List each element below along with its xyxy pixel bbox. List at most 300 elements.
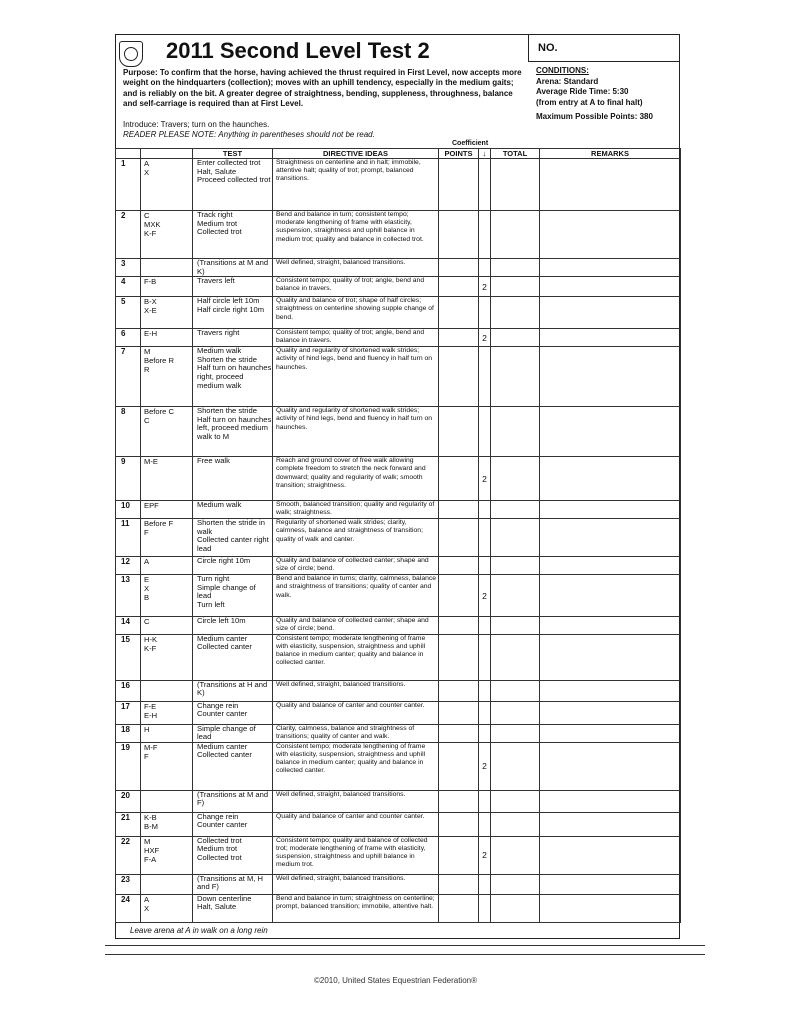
arena-condition: Arena: Standard	[536, 76, 599, 86]
movement-number: 5	[116, 297, 141, 329]
coefficient-label: Coefficient	[452, 140, 489, 147]
total-cell[interactable]	[491, 329, 540, 347]
movement-markers	[141, 812, 193, 836]
marker-letter: B-M	[144, 821, 158, 831]
points-cell[interactable]	[439, 297, 479, 329]
remarks-cell[interactable]	[540, 724, 681, 742]
movement-test	[193, 297, 273, 329]
coefficient-cell	[479, 297, 491, 329]
points-cell[interactable]	[439, 259, 479, 277]
introduce-text: Introduce: Travers; turn on the haunches.	[123, 120, 270, 129]
movement-markers	[141, 519, 193, 557]
marker-letter: HXF	[144, 845, 160, 855]
test-line: Enter collected trot	[197, 158, 261, 167]
test-line: Travers left	[197, 276, 235, 286]
movement-markers	[141, 742, 193, 790]
total-cell[interactable]	[491, 575, 540, 617]
coefficient-cell	[479, 519, 491, 557]
table-header-row	[116, 149, 681, 159]
table-row	[116, 724, 681, 742]
points-cell[interactable]	[439, 519, 479, 557]
total-cell[interactable]	[491, 617, 540, 634]
col-marker-header	[141, 149, 193, 159]
marker-letter: E-H	[144, 710, 158, 720]
movement-markers	[141, 790, 193, 812]
points-cell[interactable]	[439, 557, 479, 575]
total-cell[interactable]	[491, 557, 540, 575]
directive-ideas: Consistent tempo; quality of trot; angle, bend and balance in travers.	[273, 329, 439, 347]
total-cell[interactable]	[491, 724, 540, 742]
movement-number: 2	[116, 211, 141, 259]
movement-test	[193, 874, 273, 894]
marker-letter: A	[144, 894, 150, 904]
test-line: Turn left	[197, 599, 225, 609]
remarks-cell[interactable]	[540, 836, 681, 874]
col-points-header: POINTS	[439, 149, 479, 159]
marker-letter: B-X	[144, 297, 157, 307]
test-line: Down centerline	[197, 894, 252, 903]
points-cell[interactable]	[439, 790, 479, 812]
total-cell[interactable]	[491, 457, 540, 501]
total-cell[interactable]	[491, 742, 540, 790]
movement-markers	[141, 634, 193, 680]
marker-letter: Before R	[144, 356, 174, 366]
movement-test	[193, 457, 273, 501]
footer-rule-top	[105, 945, 705, 946]
points-cell[interactable]	[439, 634, 479, 680]
movement-number: 23	[116, 874, 141, 894]
table-row	[116, 259, 681, 277]
table-row	[116, 297, 681, 329]
table-row	[116, 211, 681, 259]
marker-letter: H-K	[144, 634, 158, 644]
coefficient-cell	[479, 211, 491, 259]
test-line: Collected trot	[197, 852, 242, 862]
test-line: Half circle right 10m	[197, 304, 265, 314]
marker-letter: B	[144, 593, 150, 603]
table-row	[116, 680, 681, 701]
movement-number: 10	[116, 501, 141, 519]
movement-markers	[141, 277, 193, 297]
test-line: Shorten the stride	[197, 354, 257, 364]
movement-test	[193, 557, 273, 575]
movement-markers	[141, 329, 193, 347]
test-line: Simple change of lead	[197, 582, 256, 601]
directive-ideas: Quality and regularity of shortened walk strides; activity of hind legs, bend and fluency in half turn on haunches.	[273, 407, 439, 457]
test-line: Medium trot	[197, 218, 238, 228]
directive-ideas: Quality and balance of canter and counter canter.	[273, 701, 439, 724]
coefficient-cell	[479, 724, 491, 742]
test-line: Half turn on haunches left, proceed medium walk to M	[197, 414, 272, 441]
remarks-cell[interactable]	[540, 617, 681, 634]
movement-markers	[141, 617, 193, 634]
movement-number: 1	[116, 159, 141, 211]
marker-letter: H	[144, 724, 150, 734]
movement-markers	[141, 701, 193, 724]
coefficient-cell	[479, 347, 491, 407]
coefficient-cell	[479, 894, 491, 922]
marker-letter: Before C	[144, 407, 174, 417]
table-row	[116, 457, 681, 501]
marker-letter: E-H	[144, 329, 158, 339]
directive-ideas: Well defined, straight, balanced transitions.	[273, 874, 439, 894]
marker-letter: EPF	[144, 501, 159, 511]
total-cell[interactable]	[491, 836, 540, 874]
total-cell[interactable]	[491, 894, 540, 922]
movement-number: 3	[116, 259, 141, 277]
test-line: Collected canter right lead	[197, 535, 269, 553]
points-cell[interactable]	[439, 329, 479, 347]
points-cell[interactable]	[439, 894, 479, 922]
test-line: Medium trot	[197, 844, 238, 854]
movement-markers	[141, 457, 193, 501]
col-test-header: TEST	[193, 149, 273, 159]
coefficient-cell	[479, 701, 491, 724]
table-row	[116, 347, 681, 407]
coefficient-cell	[479, 407, 491, 457]
test-line: Turn right	[197, 574, 230, 584]
remarks-cell[interactable]	[540, 501, 681, 519]
movement-markers	[141, 407, 193, 457]
marker-letter: X-E	[144, 306, 157, 316]
total-cell[interactable]	[491, 259, 540, 277]
test-line: Circle left 10m	[197, 616, 246, 626]
points-cell[interactable]	[439, 701, 479, 724]
movement-test	[193, 407, 273, 457]
movement-number: 21	[116, 812, 141, 836]
test-line: Free walk	[197, 456, 230, 466]
movement-markers	[141, 259, 193, 277]
test-line: Track right	[197, 210, 233, 219]
table-row	[116, 557, 681, 575]
movement-test	[193, 742, 273, 790]
coefficient-cell	[479, 159, 491, 211]
coefficient-cell: 2	[479, 277, 491, 297]
total-cell[interactable]	[491, 277, 540, 297]
remarks-cell[interactable]	[540, 457, 681, 501]
coefficient-cell	[479, 501, 491, 519]
test-line: Half turn on haunches right, proceed medium walk	[197, 363, 272, 390]
directive-ideas: Well defined, straight, balanced transitions.	[273, 259, 439, 277]
conditions-heading: CONDITIONS:	[536, 66, 589, 75]
movement-number: 15	[116, 634, 141, 680]
marker-letter: M	[144, 836, 151, 846]
movement-number: 4	[116, 277, 141, 297]
reader-note: READER PLEASE NOTE: Anything in parentheses should not be read.	[123, 130, 375, 139]
points-cell[interactable]	[439, 277, 479, 297]
remarks-cell[interactable]	[540, 259, 681, 277]
marker-letter: F	[144, 528, 149, 538]
remarks-cell[interactable]	[540, 812, 681, 836]
remarks-cell[interactable]	[540, 557, 681, 575]
total-cell[interactable]	[491, 501, 540, 519]
purpose-text: Purpose: To confirm that the horse, having achieved the thrust required in First Level, now accepts more weight on the hindquarters (collection); moves with an uphill tendency, especially in the medium gaits; and is reliably on the bit. A greater degree of straightness, bending, suppleness, throughness, balance and self-carriage is required than at First Level.	[123, 68, 522, 108]
remarks-cell[interactable]	[540, 297, 681, 329]
test-line: Simple change of lead	[197, 724, 256, 742]
leave-arena-note: Leave arena at A in walk on a long rein	[130, 926, 268, 935]
movement-number: 19	[116, 742, 141, 790]
marker-letter: K-F	[144, 229, 157, 238]
movement-test	[193, 159, 273, 211]
movement-number: 6	[116, 329, 141, 347]
movement-markers	[141, 836, 193, 874]
movement-test	[193, 724, 273, 742]
table-row	[116, 329, 681, 347]
movement-markers	[141, 501, 193, 519]
test-line: Counter canter	[197, 820, 248, 830]
table-row	[116, 742, 681, 790]
movement-test	[193, 211, 273, 259]
directive-ideas: Consistent tempo; moderate lengthening of frame with elasticity, suspension, straightness and uphill balance in medium canter; quality and balance in collected canter.	[273, 742, 439, 790]
table-row	[116, 617, 681, 634]
total-cell[interactable]	[491, 812, 540, 836]
remarks-cell[interactable]	[540, 159, 681, 211]
marker-letter: F-E	[144, 701, 157, 711]
table-row	[116, 874, 681, 894]
test-line: Collected canter	[197, 750, 252, 760]
movement-test	[193, 501, 273, 519]
remarks-cell[interactable]	[540, 680, 681, 701]
movement-number: 18	[116, 724, 141, 742]
remarks-cell[interactable]	[540, 790, 681, 812]
remarks-cell[interactable]	[540, 407, 681, 457]
directive-ideas: Quality and balance of trot; shape of half circles; straightness on centerline showing supple change of bend.	[273, 297, 439, 329]
directive-ideas: Bend and balance in turn; consistent tempo; moderate lengthening of frame with elasticity, suspension, straightness and uphill balance in medium trot; quality and balance in collected trot.	[273, 211, 439, 259]
directive-ideas: Consistent tempo; quality of trot; angle, bend and balance in travers.	[273, 277, 439, 297]
movement-number: 7	[116, 347, 141, 407]
movement-test	[193, 701, 273, 724]
directive-ideas: Well defined, straight, balanced transitions.	[273, 680, 439, 701]
marker-letter: M-E	[144, 457, 158, 467]
marker-letter: X	[144, 584, 150, 594]
col-directive-header: DIRECTIVE IDEAS	[273, 149, 439, 159]
points-cell[interactable]	[439, 407, 479, 457]
directive-ideas: Smooth, balanced transition; quality and regularity of walk; straightness.	[273, 501, 439, 519]
coefficient-cell: 2	[479, 742, 491, 790]
movement-number: 8	[116, 407, 141, 457]
col-total-header: TOTAL	[491, 149, 540, 159]
table-row	[116, 159, 681, 211]
remarks-cell[interactable]	[540, 211, 681, 259]
marker-letter: F	[144, 751, 149, 761]
movement-number: 12	[116, 557, 141, 575]
ride-time-condition: Average Ride Time: 5:30	[536, 87, 629, 96]
movement-test	[193, 894, 273, 922]
test-line: (Transitions at M and K)	[197, 258, 269, 276]
coefficient-cell	[479, 557, 491, 575]
directive-ideas: Bend and balance in turns; clarity, calmness, balance and straightness of transitions; quality of canter and walk.	[273, 575, 439, 617]
coefficient-cell: 2	[479, 575, 491, 617]
footer-rule-bottom	[105, 954, 705, 955]
test-line: Half circle left 10m	[197, 296, 260, 306]
points-cell[interactable]	[439, 617, 479, 634]
marker-letter: A	[144, 557, 150, 567]
directive-ideas: Regularity of shortened walk strides; clarity, calmness, balance and straightness of transition; quality of walk and canter.	[273, 519, 439, 557]
remarks-cell[interactable]	[540, 742, 681, 790]
remarks-cell[interactable]	[540, 894, 681, 922]
test-line: Medium canter	[197, 742, 248, 751]
coefficient-cell	[479, 680, 491, 701]
test-line: Circle right 10m	[197, 556, 251, 566]
movement-test	[193, 575, 273, 617]
table-row	[116, 519, 681, 557]
points-cell[interactable]	[439, 812, 479, 836]
marker-letter: M	[144, 347, 151, 357]
table-row	[116, 634, 681, 680]
test-line: (Transitions at M, H and F)	[197, 874, 263, 892]
total-cell[interactable]	[491, 680, 540, 701]
movement-number: 11	[116, 519, 141, 557]
points-cell[interactable]	[439, 501, 479, 519]
movement-test	[193, 680, 273, 701]
points-cell[interactable]	[439, 742, 479, 790]
test-line: Halt, Salute	[197, 902, 237, 912]
points-cell[interactable]	[439, 680, 479, 701]
remarks-cell[interactable]	[540, 701, 681, 724]
marker-letter: F-A	[144, 854, 157, 864]
test-line: (Transitions at M and F)	[197, 790, 269, 808]
movement-markers	[141, 557, 193, 575]
table-row	[116, 701, 681, 724]
points-cell[interactable]	[439, 836, 479, 874]
total-cell[interactable]	[491, 519, 540, 557]
ride-time-note: (from entry at A to final halt)	[536, 97, 643, 107]
directive-ideas: Reach and ground cover of free walk allowing complete freedom to stretch the neck forward and downward; quality and regularity of walk; smooth transition; straightness.	[273, 457, 439, 501]
points-cell[interactable]	[439, 211, 479, 259]
movement-markers	[141, 874, 193, 894]
movement-markers	[141, 347, 193, 407]
directive-ideas: Quality and balance of collected canter; shape and size of circle; bend.	[273, 617, 439, 634]
movement-number: 22	[116, 836, 141, 874]
total-cell[interactable]	[491, 701, 540, 724]
total-cell[interactable]	[491, 159, 540, 211]
remarks-cell[interactable]	[540, 575, 681, 617]
test-line: Proceed collected trot	[197, 175, 271, 185]
col-number-header	[116, 149, 141, 159]
total-cell[interactable]	[491, 634, 540, 680]
remarks-cell[interactable]	[540, 519, 681, 557]
marker-letter: X	[144, 903, 150, 913]
points-cell[interactable]	[439, 159, 479, 211]
remarks-cell[interactable]	[540, 329, 681, 347]
table-row	[116, 812, 681, 836]
movement-test	[193, 519, 273, 557]
directive-ideas: Quality and regularity of shortened walk strides; activity of hind legs, bend and fluency in half turn on haunches.	[273, 347, 439, 407]
directive-ideas: Clarity, calmness, balance and straightness of transitions; quality of canter and walk.	[273, 724, 439, 742]
marker-letter: X	[144, 168, 150, 177]
coefficient-cell	[479, 617, 491, 634]
coefficient-cell: 2	[479, 836, 491, 874]
test-line: Halt, Salute	[197, 166, 237, 176]
points-cell[interactable]	[439, 575, 479, 617]
test-title: 2011 Second Level Test 2	[166, 38, 430, 63]
directive-ideas: Quality and balance of canter and counter canter.	[273, 812, 439, 836]
points-cell[interactable]	[439, 724, 479, 742]
usef-logo-icon	[119, 41, 143, 67]
marker-letter: C	[144, 416, 150, 426]
marker-letter: C	[144, 211, 150, 220]
movement-markers	[141, 894, 193, 922]
points-cell[interactable]	[439, 874, 479, 894]
test-line: Shorten the stride in walk	[197, 518, 265, 536]
marker-letter: K-F	[144, 643, 157, 653]
remarks-cell[interactable]	[540, 874, 681, 894]
col-remarks-header: REMARKS	[540, 149, 681, 159]
coefficient-cell	[479, 874, 491, 894]
movement-markers	[141, 575, 193, 617]
total-cell[interactable]	[491, 347, 540, 407]
table-row	[116, 277, 681, 297]
test-line: Shorten the stride	[197, 406, 257, 416]
movement-markers	[141, 680, 193, 701]
test-line: Medium walk	[197, 346, 242, 356]
table-row	[116, 407, 681, 457]
marker-letter: K-B	[144, 812, 157, 822]
directive-ideas: Consistent tempo; moderate lengthening of frame with elasticity, suspension, straightness and uphill balance in medium canter; quality and balance in collected canter.	[273, 634, 439, 680]
marker-letter: MXK	[144, 220, 161, 229]
points-cell[interactable]	[439, 457, 479, 501]
score-table	[115, 148, 681, 923]
remarks-cell[interactable]	[540, 347, 681, 407]
coefficient-cell: 2	[479, 457, 491, 501]
table-row	[116, 790, 681, 812]
total-cell[interactable]	[491, 874, 540, 894]
test-line: Travers right	[197, 328, 240, 338]
directive-ideas: Consistent tempo; quality and balance of collected trot; moderate lengthening of frame with elasticity, suspension, straightness and uphill balance in medium trot.	[273, 836, 439, 874]
movement-markers	[141, 724, 193, 742]
col-coefficient-header: ↓	[479, 149, 491, 159]
remarks-cell[interactable]	[540, 277, 681, 297]
coefficient-cell	[479, 634, 491, 680]
coefficient-cell	[479, 812, 491, 836]
marker-letter: E	[144, 575, 150, 585]
movement-number: 24	[116, 894, 141, 922]
marker-letter: M-F	[144, 742, 158, 752]
coefficient-cell	[479, 259, 491, 277]
marker-letter: F-B	[144, 277, 157, 287]
movement-number: 16	[116, 680, 141, 701]
total-cell[interactable]	[491, 407, 540, 457]
movement-markers	[141, 297, 193, 329]
movement-test	[193, 836, 273, 874]
movement-test	[193, 347, 273, 407]
movement-test	[193, 812, 273, 836]
marker-letter: Before F	[144, 519, 174, 529]
marker-letter: C	[144, 617, 150, 627]
total-cell[interactable]	[491, 790, 540, 812]
movement-test	[193, 329, 273, 347]
movement-number: 9	[116, 457, 141, 501]
max-points: Maximum Possible Points: 380	[536, 112, 653, 121]
movement-number: 20	[116, 790, 141, 812]
marker-letter: A	[144, 159, 150, 168]
test-line: Collected canter	[197, 642, 252, 652]
movement-test	[193, 277, 273, 297]
total-cell[interactable]	[491, 297, 540, 329]
directive-ideas: Bend and balance in turn; straightness on centerline; prompt, balanced transition; immobile, attentive halt.	[273, 894, 439, 922]
movement-test	[193, 634, 273, 680]
marker-letter: R	[144, 365, 150, 375]
test-line: (Transitions at H and K)	[197, 680, 268, 698]
points-cell[interactable]	[439, 347, 479, 407]
movement-test	[193, 790, 273, 812]
table-row	[116, 894, 681, 922]
movement-markers	[141, 211, 193, 259]
remarks-cell[interactable]	[540, 634, 681, 680]
test-line: Change rein	[197, 701, 239, 710]
total-cell[interactable]	[491, 211, 540, 259]
directive-ideas: Straightness on centerline and in halt; immobile, attentive halt; quality of trot; prompt, balanced transitions.	[273, 159, 439, 211]
